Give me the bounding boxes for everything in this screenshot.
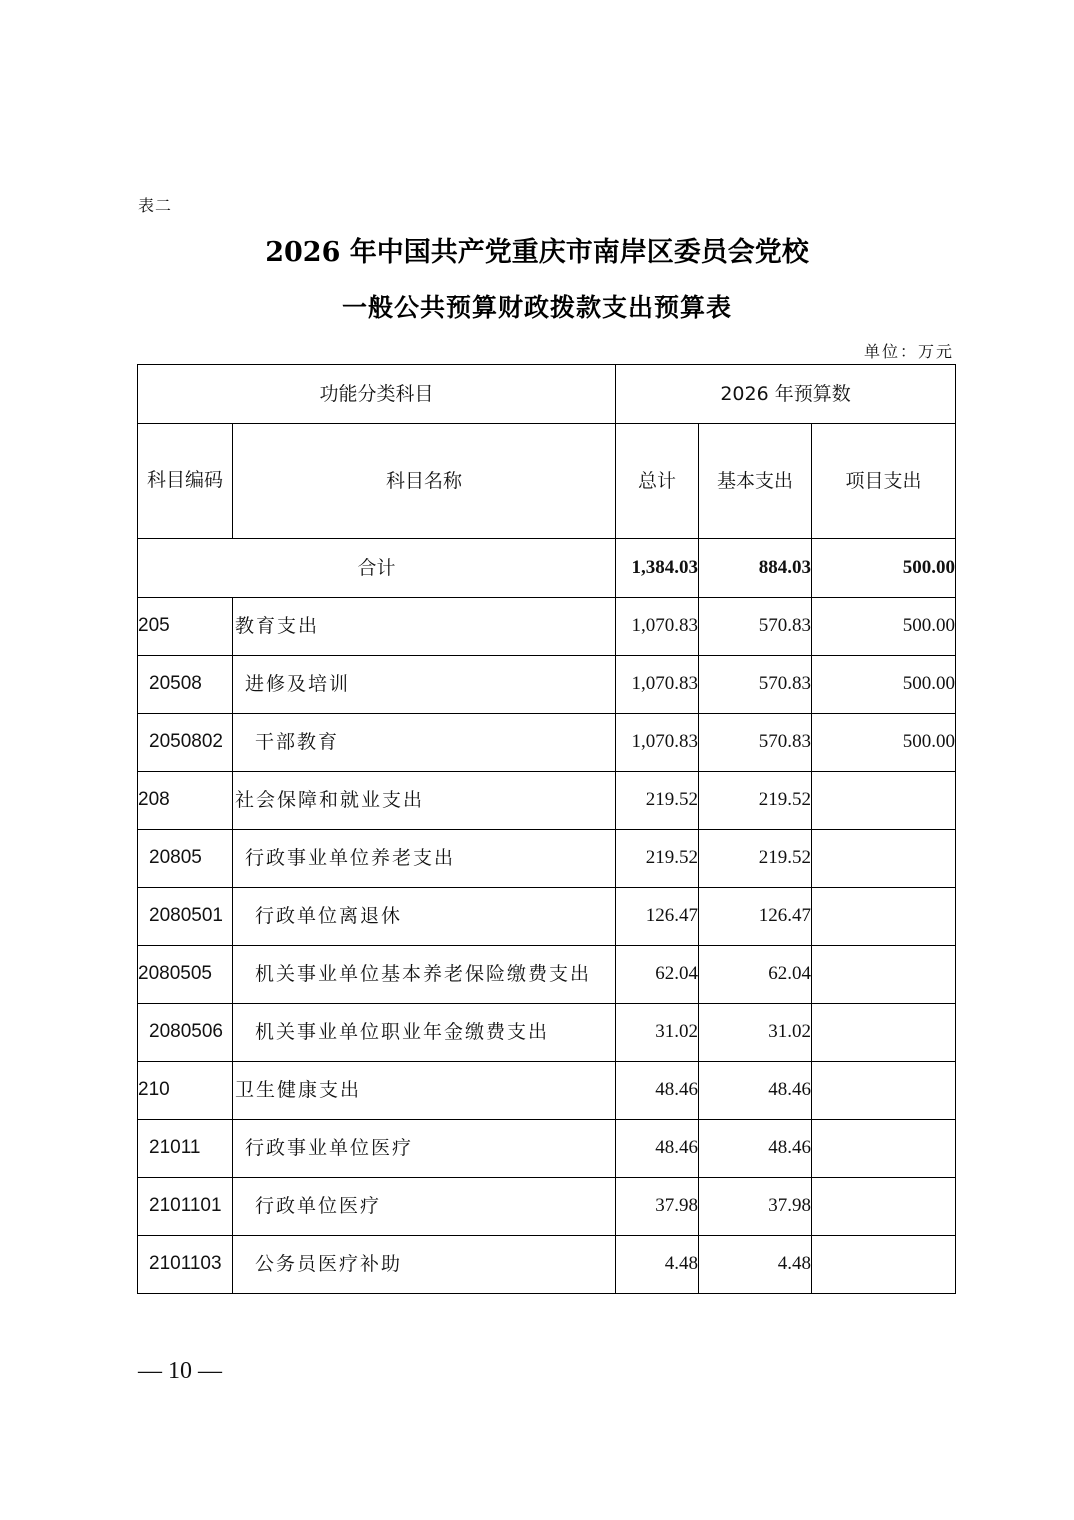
table-header-row — [138, 365, 956, 424]
row-code: 2080501 — [138, 888, 233, 946]
row-code: 208 — [138, 772, 233, 830]
row-name: 教育支出 — [233, 598, 616, 656]
page-number: — 10 — — [138, 1358, 222, 1384]
row-basic: 570.83 — [699, 656, 812, 714]
table-row — [138, 1120, 956, 1178]
row-basic: 48.46 — [699, 1062, 812, 1120]
row-project — [812, 1236, 956, 1294]
row-code: 20508 — [138, 656, 233, 714]
row-project: 500.00 — [812, 714, 956, 772]
unit-label: 单位：万元 — [863, 342, 954, 361]
row-project — [812, 772, 956, 830]
header-code: 科目编码 — [138, 424, 233, 539]
row-total: 219.52 — [616, 830, 699, 888]
row-basic: 4.48 — [699, 1236, 812, 1294]
row-project — [812, 1120, 956, 1178]
total-label: 合计 — [138, 539, 616, 598]
document-subtitle: 一般公共预算财政拨款支出预算表 — [341, 293, 732, 322]
row-code: 2101101 — [138, 1178, 233, 1236]
row-name: 行政事业单位养老支出 — [233, 830, 616, 888]
row-total: 126.47 — [616, 888, 699, 946]
table-row — [138, 1178, 956, 1236]
total-sum: 1,384.03 — [616, 539, 699, 598]
header-total: 总计 — [616, 424, 699, 539]
table-row — [138, 1004, 956, 1062]
table-label: 表二 — [138, 196, 173, 215]
row-code: 2080505 — [138, 946, 233, 1004]
row-total: 1,070.83 — [616, 598, 699, 656]
row-code: 21011 — [138, 1120, 233, 1178]
total-project: 500.00 — [812, 539, 956, 598]
row-name: 社会保障和就业支出 — [233, 772, 616, 830]
row-name: 机关事业单位基本养老保险缴费支出 — [233, 946, 616, 1004]
row-code: 210 — [138, 1062, 233, 1120]
row-total: 1,070.83 — [616, 656, 699, 714]
row-project — [812, 1062, 956, 1120]
row-total: 37.98 — [616, 1178, 699, 1236]
row-project — [812, 888, 956, 946]
row-project: 500.00 — [812, 598, 956, 656]
row-code: 2080506 — [138, 1004, 233, 1062]
row-project — [812, 946, 956, 1004]
table-row — [138, 656, 956, 714]
row-name: 公务员医疗补助 — [233, 1236, 616, 1294]
row-total: 219.52 — [616, 772, 699, 830]
header-name: 科目名称 — [233, 424, 616, 539]
row-name: 机关事业单位职业年金缴费支出 — [233, 1004, 616, 1062]
row-project — [812, 830, 956, 888]
row-name: 进修及培训 — [233, 656, 616, 714]
table-row — [138, 772, 956, 830]
row-code: 20805 — [138, 830, 233, 888]
row-name: 行政单位医疗 — [233, 1178, 616, 1236]
row-basic: 48.46 — [699, 1120, 812, 1178]
row-total: 1,070.83 — [616, 714, 699, 772]
header-budget: 2026 年预算数 — [616, 365, 956, 424]
row-project: 500.00 — [812, 656, 956, 714]
table-row — [138, 1062, 956, 1120]
row-project — [812, 1178, 956, 1236]
row-basic: 570.83 — [699, 714, 812, 772]
row-name: 干部教育 — [233, 714, 616, 772]
table-row — [138, 714, 956, 772]
table-row — [138, 1236, 956, 1294]
table-row — [138, 598, 956, 656]
row-basic: 570.83 — [699, 598, 812, 656]
table-row — [138, 830, 956, 888]
row-total: 4.48 — [616, 1236, 699, 1294]
row-code: 2101103 — [138, 1236, 233, 1294]
document-title: 2026 年中国共产党重庆市南岸区委员会党校 — [265, 237, 809, 268]
row-total: 48.46 — [616, 1120, 699, 1178]
table-subheader-row — [138, 424, 956, 539]
row-code: 205 — [138, 598, 233, 656]
header-basic: 基本支出 — [699, 424, 812, 539]
row-total: 62.04 — [616, 946, 699, 1004]
row-name: 行政单位离退休 — [233, 888, 616, 946]
table-row — [138, 946, 956, 1004]
row-code: 2050802 — [138, 714, 233, 772]
total-row — [138, 539, 956, 598]
header-project: 项目支出 — [812, 424, 956, 539]
row-name: 行政事业单位医疗 — [233, 1120, 616, 1178]
header-category: 功能分类科目 — [138, 365, 616, 424]
row-total: 48.46 — [616, 1062, 699, 1120]
budget-table — [137, 364, 956, 1294]
row-basic: 219.52 — [699, 830, 812, 888]
row-basic: 219.52 — [699, 772, 812, 830]
row-basic: 37.98 — [699, 1178, 812, 1236]
row-total: 31.02 — [616, 1004, 699, 1062]
row-basic: 31.02 — [699, 1004, 812, 1062]
row-basic: 126.47 — [699, 888, 812, 946]
row-project — [812, 1004, 956, 1062]
row-basic: 62.04 — [699, 946, 812, 1004]
row-name: 卫生健康支出 — [233, 1062, 616, 1120]
total-basic: 884.03 — [699, 539, 812, 598]
table-row — [138, 888, 956, 946]
